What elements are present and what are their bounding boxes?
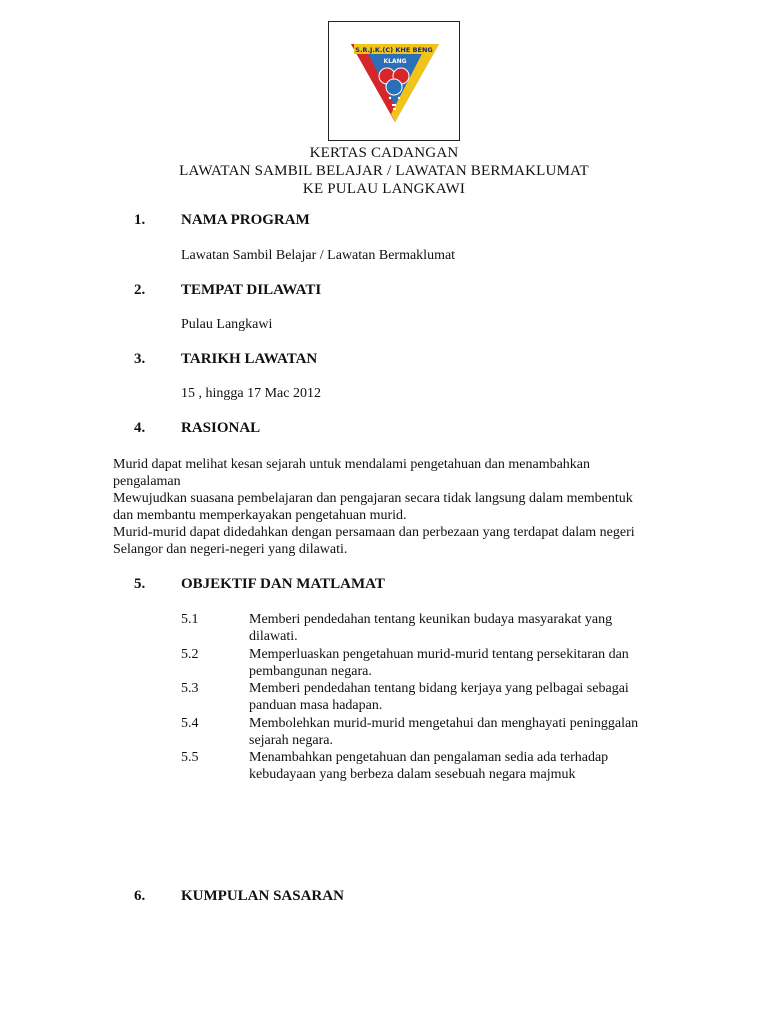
objective-number: 5.1 bbox=[181, 612, 199, 627]
section-number: 6. bbox=[134, 888, 146, 904]
section-heading: OBJEKTIF DAN MATLAMAT bbox=[181, 576, 385, 592]
objective-number: 5.4 bbox=[181, 716, 199, 731]
doc-title-line2: LAWATAN SAMBIL BELAJAR / LAWATAN BERMAKLUMAT bbox=[179, 163, 589, 179]
objective-text: Menambahkan pengetahuan dan pengalaman sedia ada terhadap kebudayaan yang berbeza dalam sesebuah negara majmuk bbox=[249, 750, 609, 782]
logo-banner-text: S.R.J.K.(C) KHE BENG bbox=[355, 46, 433, 54]
section-number: 4. bbox=[134, 420, 146, 436]
rationale-paragraph: Mewujudkan suasana pembelajaran dan pengajaran secara tidak langsung dalam membentuk dan membantu memperkayakan pengetahuan murid. bbox=[113, 491, 633, 523]
section-number: 1. bbox=[134, 212, 146, 228]
section-text: Lawatan Sambil Belajar / Lawatan Bermaklumat bbox=[181, 248, 456, 263]
objective-number: 5.3 bbox=[181, 681, 199, 696]
rationale-paragraph: Murid dapat melihat kesan sejarah untuk mendalami pengetahuan dan menambahkan pengalaman bbox=[113, 457, 591, 489]
section-text: 15 , hingga 17 Mac 2012 bbox=[181, 386, 321, 401]
doc-title-line3: KE PULAU LANGKAWI bbox=[302, 181, 466, 197]
section-heading: TARIKH LAWATAN bbox=[181, 351, 318, 367]
objective-text: Memperluaskan pengetahuan murid-murid tentang persekitaran dan pembangunan negara. bbox=[249, 647, 629, 679]
objective-text: Membolehkan murid-murid mengetahui dan menghayati peninggalan sejarah negara. bbox=[249, 716, 639, 748]
section-heading: RASIONAL bbox=[181, 420, 261, 436]
rationale-paragraph: Murid-murid dapat didedahkan dengan persamaan dan perbezaan yang terdapat dalam negeri Selangor dan negeri-negeri yang dilawati. bbox=[113, 525, 635, 557]
section-heading: KUMPULAN SASARAN bbox=[181, 888, 344, 904]
objective-text: Memberi pendedahan tentang bidang kerjaya yang pelbagai sebagai panduan masa hadapan. bbox=[249, 681, 629, 713]
doc-title-line1: KERTAS CADANGAN bbox=[309, 145, 459, 161]
school-logo-frame bbox=[328, 21, 460, 141]
school-crest-icon bbox=[351, 42, 439, 122]
section-text: Pulau Langkawi bbox=[181, 317, 273, 332]
objective-number: 5.2 bbox=[181, 647, 199, 662]
logo-town-text: KLANG bbox=[383, 58, 407, 65]
section-number: 5. bbox=[134, 576, 146, 592]
section-heading: NAMA PROGRAM bbox=[181, 212, 310, 228]
objective-number: 5.5 bbox=[181, 750, 199, 765]
section-heading: TEMPAT DILAWATI bbox=[181, 282, 322, 298]
section-number: 3. bbox=[134, 351, 146, 367]
objective-text: Memberi pendedahan tentang keunikan budaya masyarakat yang dilawati. bbox=[249, 612, 613, 644]
section-number: 2. bbox=[134, 282, 146, 298]
